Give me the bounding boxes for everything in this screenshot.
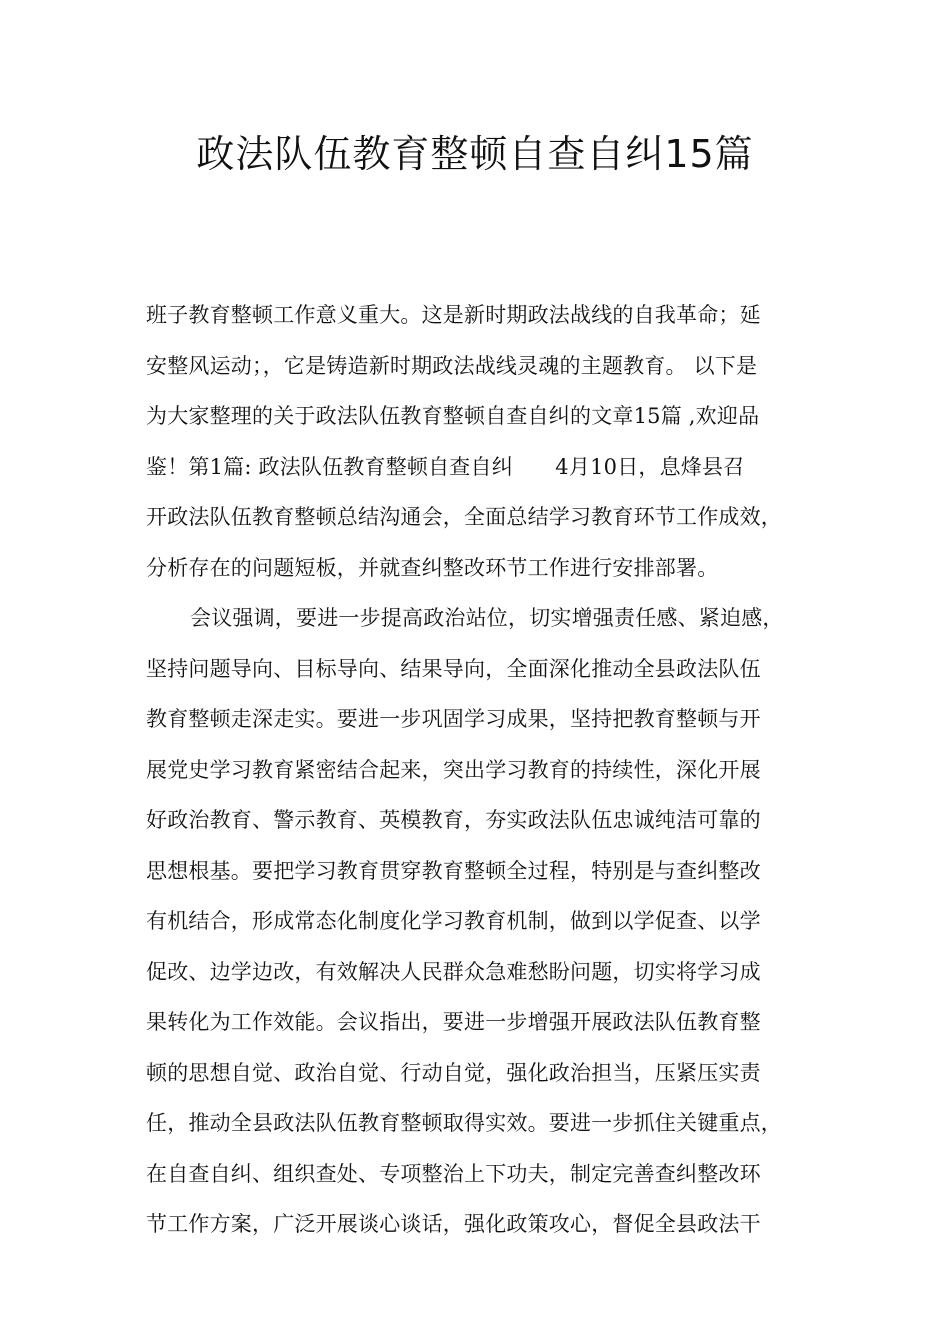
body-line: 鉴！第1篇: 政法队伍教育整顿自查自纠 4月10日，息烽县召 [146, 454, 745, 479]
paragraph-first-line: 会议强调，要进一步提高政治站位，切实增强责任感、紧迫感， [190, 606, 784, 630]
body-line: 有机结合，形成常态化制度化学习教育机制，做到以学促查、以学 [146, 909, 761, 933]
document-title: 政法队伍教育整顿自查自纠15篇 [196, 132, 754, 176]
body-line: 班子教育整顿工作意义重大。这是新时期政法战线的自我革命；延 [146, 303, 761, 327]
body-line: 果转化为工作效能。会议指出，要进一步增强开展政法队伍教育整 [146, 1010, 761, 1034]
body-line: 为大家整理的关于政法队伍教育整顿自查自纠的文章15篇 ,欢迎品 [146, 404, 760, 428]
body-line: 顿的思想自觉、政治自觉、行动自觉，强化政治担当，压紧压实责 [146, 1060, 761, 1085]
body-line: 展党史学习教育紧密结合起来，突出学习教育的持续性，深化开展 [146, 757, 761, 782]
body-line: 节工作方案，广泛开展谈心谈话，强化政策攻心，督促全县政法干 [146, 1212, 761, 1236]
body-line: 坚持问题导向、目标导向、结果导向，全面深化推动全县政法队伍 [146, 656, 761, 681]
body-line: 好政治教育、警示教育、英模教育，夯实政法队伍忠诚纯洁可靠的 [146, 808, 761, 832]
document-body [146, 290, 826, 1250]
body-line: 教育整顿走深走实。要进一步巩固学习成果，坚持把教育整顿与开 [146, 707, 761, 731]
body-line: 任，推动全县政法队伍教育整顿取得实效。要进一步抓住关键重点， [146, 1111, 782, 1135]
body-line: 在自查自纠、组织查处、专项整治上下功夫，制定完善查纠整改环 [146, 1161, 761, 1186]
body-line: 分析存在的问题短板，并就查纠整改环节工作进行安排部署。 [146, 555, 719, 580]
body-line: 促改、边学边改，有效解决人民群众急难愁盼问题，切实将学习成 [146, 959, 761, 984]
body-line: 安整风运动；，它是铸造新时期政法战线灵魂的主题教育。 以下是 [146, 353, 758, 378]
body-line: 思想根基。要把学习教育贯穿教育整顿全过程，特别是与查纠整改 [146, 858, 761, 883]
body-line: 开政法队伍教育整顿总结沟通会，全面总结学习教育环节工作成效， [146, 505, 782, 529]
